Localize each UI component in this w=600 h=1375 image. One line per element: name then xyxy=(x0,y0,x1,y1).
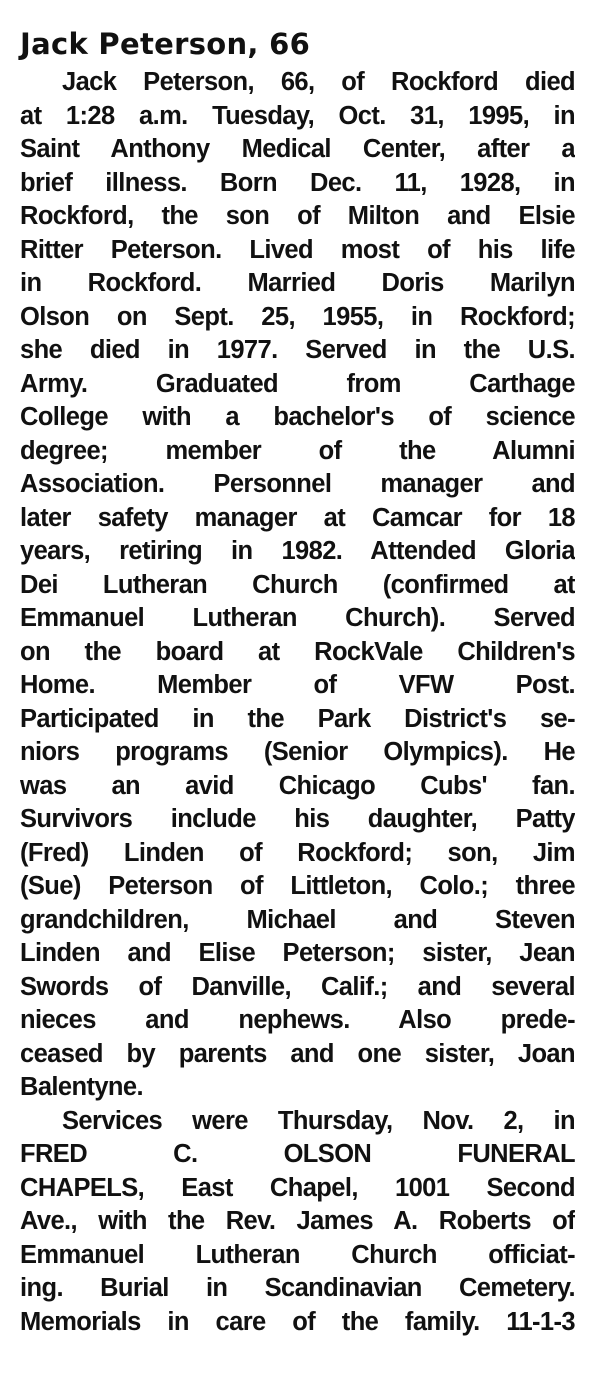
obituary-paragraph-2 xyxy=(20,1105,575,1340)
obituary-line: (Fred) Linden of Rockford; son, Jim xyxy=(20,838,575,867)
obituary-line: Balentyne. xyxy=(20,1073,143,1101)
obituary-line: Survivors include his daughter, Patty xyxy=(20,805,575,833)
obituary-line: Home. Member of VFW Post. xyxy=(20,671,575,699)
obituary-line: she died in 1977. Served in the U.S. xyxy=(20,336,575,364)
obituary-line: on the board at RockVale Children's xyxy=(20,637,575,666)
obituary-line: College with a bachelor's of science xyxy=(20,403,575,431)
obituary-line: Swords of Danville, Calif.; and several xyxy=(20,972,575,1001)
obituary-line: FRED C. OLSON FUNERAL xyxy=(20,1140,575,1168)
obituary-line: nieces and nephews. Also prede- xyxy=(20,1006,575,1034)
obituary-line: Rockford, the son of Milton and Elsie xyxy=(20,202,575,230)
obituary-line: was an avid Chicago Cubs' fan. xyxy=(20,771,575,800)
obituary-line: Olson on Sept. 25, 1955, in Rockford; xyxy=(20,302,575,331)
obituary-line: (Sue) Peterson of Littleton, Colo.; three xyxy=(20,872,575,900)
obituary-line: Linden and Elise Peterson; sister, Jean xyxy=(20,939,575,967)
obituary-line: Participated in the Park District's se- xyxy=(20,704,575,733)
obituary-headline: Jack Peterson, 66 xyxy=(20,27,311,61)
obituary-line: years, retiring in 1982. Attended Gloria xyxy=(20,537,575,565)
obituary-line: Emmanuel Lutheran Church). Served xyxy=(20,604,575,632)
obituary-line: Saint Anthony Medical Center, after a xyxy=(20,135,575,163)
obituary-line: Ave., with the Rev. James A. Roberts of xyxy=(20,1207,575,1235)
obituary-line: ceased by parents and one sister, Joan xyxy=(20,1039,575,1068)
obituary-line: Emmanuel Lutheran Church officiat- xyxy=(20,1240,575,1269)
obituary-line: Jack Peterson, 66, of Rockford died xyxy=(62,68,575,96)
obituary-line: later safety manager at Camcar for 18 xyxy=(20,503,575,532)
obituary-line: ing. Burial in Scandinavian Cemetery. xyxy=(20,1274,575,1302)
obituary-paragraph-1 xyxy=(20,66,575,1105)
obituary-line: grandchildren, Michael and Steven xyxy=(20,905,575,934)
obituary-line: Army. Graduated from Carthage xyxy=(20,369,575,398)
obituary-line: niors programs (Senior Olympics). He xyxy=(20,738,575,766)
obituary-line: brief illness. Born Dec. 11, 1928, in xyxy=(20,168,575,197)
obituary-line: degree; member of the Alumni xyxy=(20,436,575,465)
obituary-line: Dei Lutheran Church (confirmed at xyxy=(20,570,575,599)
obituary-line: Services were Thursday, Nov. 2, in xyxy=(62,1106,575,1135)
obituary-line: at 1:28 a.m. Tuesday, Oct. 31, 1995, in xyxy=(20,101,575,130)
obituary-body xyxy=(20,66,575,1339)
obituary-line: Ritter Peterson. Lived most of his life xyxy=(20,235,575,264)
obituary-line: in Rockford. Married Doris Marilyn xyxy=(20,269,575,297)
obituary-line: CHAPELS, East Chapel, 1001 Second xyxy=(20,1173,575,1202)
obituary-line: Association. Personnel manager and xyxy=(20,470,575,498)
obituary-line: Memorials in care of the family. 11-1-3 xyxy=(20,1307,575,1336)
